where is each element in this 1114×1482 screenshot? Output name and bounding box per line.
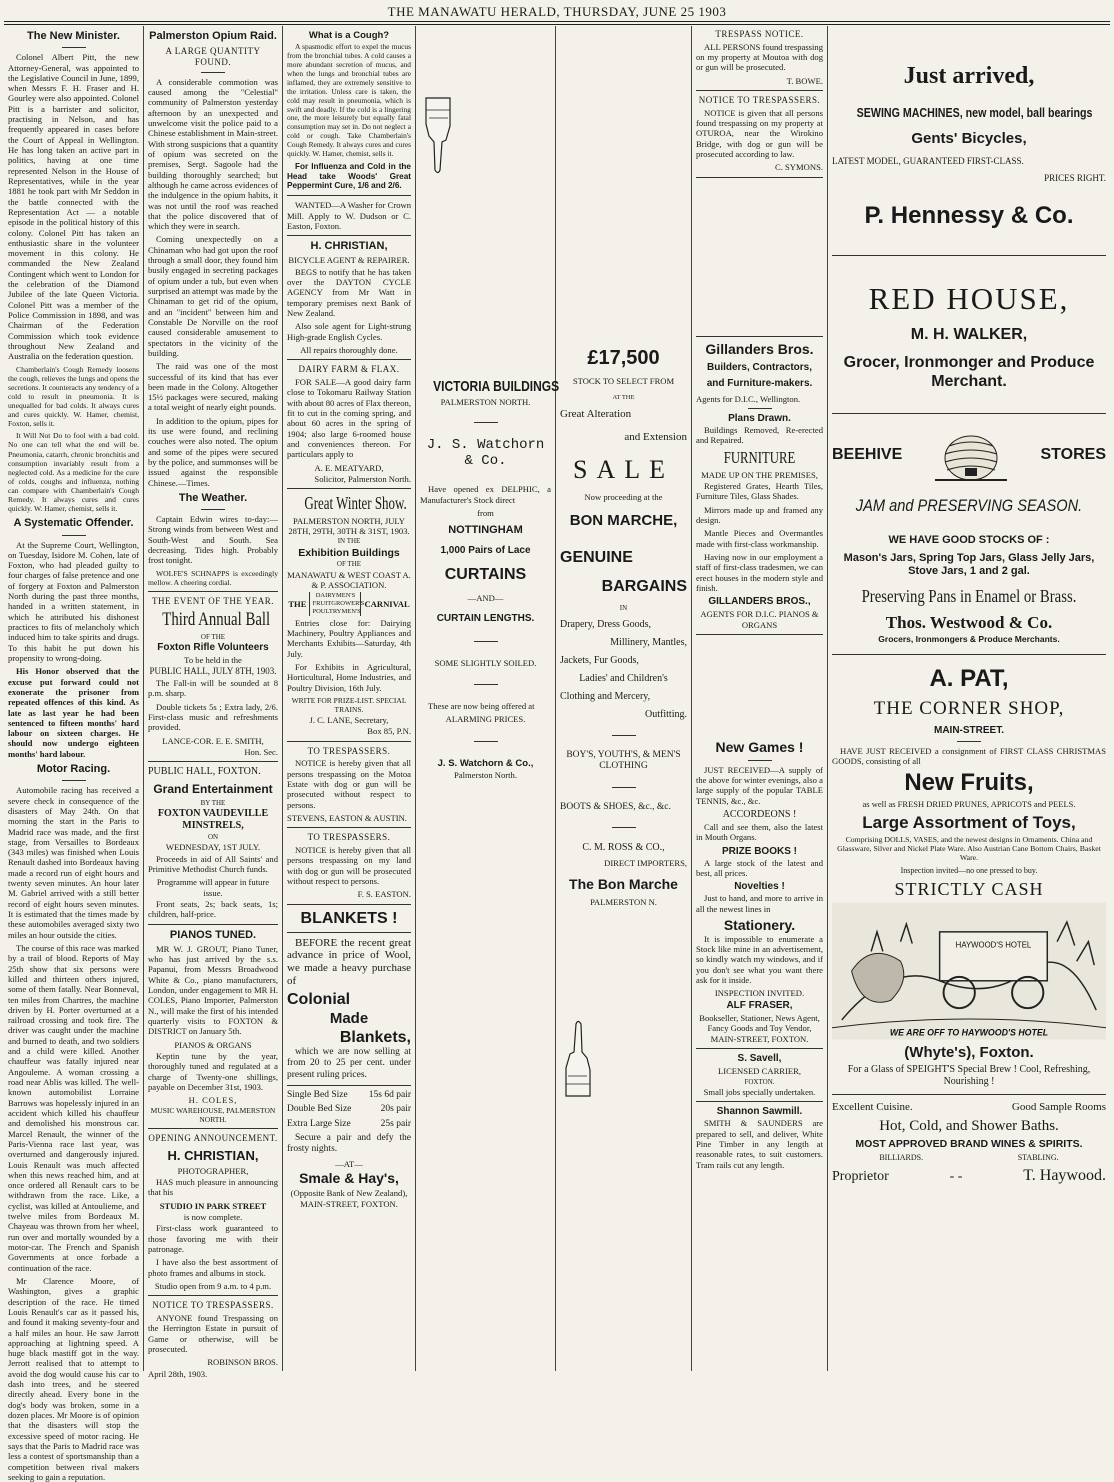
article-body: Automobile racing has received a severe check in consequence of the disasters of May 24th. On that morning the start in the Paris to Madrid race was made, and the first stage, from Versailles to Bordeaux (343 miles) was finished when Louis Renault dashed into Bordeaux having made a record run of eight hours and twenty seven minutes. An hour later M. Gabriel arrived with a still better record of eight hours seven minutes. It is estimated that the times made by these automobiles averaged sixty two miles an hour outside the cities. xyxy=(8,785,139,940)
hennessy-sign: P. Hennessy & Co. xyxy=(864,201,1074,229)
proprietor-label: Proprietor xyxy=(832,1169,889,1185)
sale-headline: SALE xyxy=(573,455,674,485)
curtains-title: CURTAINS xyxy=(444,566,527,584)
bon-marche-headline: BON MARCHE, xyxy=(569,511,678,529)
masthead-rule-2 xyxy=(4,24,1110,25)
column-5: £17,500 STOCK TO SELECT FROM AT THE Great Alteration and Extension SALE Now proceeding at the BON MARCHE, GENUINE BARGAINS IN Drapery, Dress Goods, Millinery, Mantles, Jackets, Fur Goods, Ladies' and Children's Clothing and Mercery, Outfitting. BOY'S, YOUTH'S, & MEN'S CLOTHING BOOTS & SHOES, &c., &c. C. M. ROSS & CO., DIRECT IMPORTERS, The Bon Marche PALMERSTON N. xyxy=(556,26,691,1371)
remedy-paragraph: Chamberlain's Cough Remedy loosens the cough, relieves the lungs and opens the secretions. It counteracts any tendency of a cold to result in pneumonia. It is unequalled for bad colds. It always cures and cures quickly. W. Hamer, chemist, Foxton, sells it. xyxy=(8,364,139,429)
article-body: The course of this race was marked by a trail of blood. Reports of May 25th show that six persons were killed and thirteen others injured, some of them fatally. Near Bonneval, ten miles from Chartres, the machine driven by H. Porter overturned at a railroad crossing and took fire. The driver was caught under the machine and burned to death, and two soldiers and a child were killed. Another chauffeur was fatally injured near Angouleme. A woman crossing a road near Ablis was killed. The well-known automobilist Lorraine Barrows was hopelessly injured in an accident which killed his chauffeur and demolished his monstrous car. Marcel Renault, the winner of the Paris-Vienna race last year, was overturned and dangerously injured. Louis Renault was much affected when this news reached him, and at once ordered all Renault cars to be withdrawn from the race. Like, a cyclist, was killed at Antoulieme, and twelve miles from Bordeaux M. Chayeau was thrown from her wheel, run over and mortally wounded by a motor-car. The French and Spanish Governments at once forbade a continuation of the race. xyxy=(8,942,139,1273)
bicycle-agent-name: H. CHRISTIAN, xyxy=(310,240,388,253)
masthead: THE MANAWATU HERALD, THURSDAY, JUNE 25 1903 xyxy=(387,4,727,19)
column-3: What is a Cough? A spasmodic effort to expel the mucus from the bronchial tubes. A cold causes a more abundant secretion of mucus, and when the lungs and bronchial tubes are inflamed, they are extremely sensitive to the irritation. Unless care is taken, the cold may result in pneumonia, which is swift and deadly. If the cold is a lingering one, the more leisurely but equally fatal consumption may set in. Do not neglect a cold or cough. Take Chamberlain's Cough Remedy. It always cures and cures quickly. W. Hamer, chemist, sells it. For Influenza and Cold in the Head take Woods' Great Peppermint Cure, 1/6 and 2/6. WANTED—A Washer for Crown Mill. Apply to W. Dudson or C. Easton, Foxton. H. CHRISTIAN, BICYCLE AGENT & REPAIRER. BEGS to notify that he has taken over the DAYTON CYCLE AGENCY from Mr Watt in temporary premises next Bank of New Zealand. Also sole agent for Light-strung High-grade English Cycles. All repairs thoroughly done. DAIRY FARM & FLAX. FOR SALE—A good dairy farm close to Tokomaru Railway Station with about 80 acres of Flax thereon, fit to cut in the coming spring, and about 60 acres in the spring of 1904; also large 6-roomed house and conveniences thereon. For particulars apply to A. E. MEATYARD, Solicitor, Palmerston North. Great Winter Show. PALMERSTON NORTH, JULY 28TH, 29TH, 30TH & 31ST, 1903. IN THE Exhibition Buildings OF THE MANAWATU & WEST COAST A. & P. ASSOCIATION. THE DAIRYMEN'S FRUITGROWER'S POULTRYMEN'S CARNIVAL Entries close for: Dairying Machinery, Poultry Appliances and Merchants Exhibits—Saturday, 4th July. For Exhibits in Agricultural, Horticultural, Home Industries, and Poultry Division, 16th July. WRITE FOR PRIZE-LIST. SPECIAL TRAINS. J. C. LANE, Secretary, Box 85, P.N. TO TRESPASSERS. NOTICE is hereby given that all persons trespassing on the Motoa Estate with dog or gun will be prosecuted without respect to persons. STEVENS, EASTON & AUSTIN. TO TRESPASSERS. NOTICE is hereby given that all persons trespassing on my land with dog or gun will be prosecuted without respect to persons. F. S. EASTON. BLANKETS ! BEFORE the recent great advance in price of Wool, we made a heavy purchase of Colonial Made Blankets, which we are now selling at from 20 to 25 per cent. under present ruling prices. Single Bed Size 15s 6d pair Double Bed Size 20s pair Extra Large Size 25s pair Secure a pair and defy the frosty nights. —AT— Smale & Hay's, (Opposite Bank of New Zealand), MAIN-STREET, FOXTON. xyxy=(287,30,411,1210)
just-arrived: Just arrived, xyxy=(903,63,1035,89)
pointing-hand-icon xyxy=(560,1018,596,1098)
column-7: Just arrived, SEWING MACHINES, new model, ball bearings Gents' Bicycles, LATEST MODEL, GUARANTEED FIRST-CLASS. PRICES RIGHT. P. Hennessy & Co. RED HOUSE, M. H. WALKER, Grocer, Ironmonger and Produce Merchant. BEEHIVE STORES JAM and PRESERVING SEASON. WE HAVE GOOD STOCKS OF : Mason's Jars, Spring Top Jars, Glass Jelly Jars, Stove Jars, 1 and 2 gal. Preserving Pans in Enamel or Brass. Thos. Westwood & Co. Grocers, Ironmongers & Produce Merchants. A. PAT, THE CORNER SHOP, MAIN-STREET. HAVE JUST RECEIVED a consignment of FIRST CLASS CHRISTMAS GOODS, consisting of all New Fruits, as well as FRESH DRIED PRUNES, APRICOTS and PEELS. Large Assortment of Toys, Comprising DOLLS, VASES, and the newest designs in Ornaments. China and Glassware, Silver and Nickel Plate Ware. Also Austrian Cane Bottom Chairs, Basket Ware. Inspection invited—no one pressed to buy. STRICTLY CASH HAYWOOD'S HOTEL WE ARE OFF TO HAYWOOD'S HOTEL (Whyte's), Foxton. For a Glass of SPEIGHT'S Special Brew ! Cool, Refreshing, Nourishing ! Excellent Cuisine. Good Sample Rooms Hot, Cold, and Shower Baths. MOST APPROVED BRAND WINES & SPIRITS. BILLIARDS. STABLING. Proprietor - - T. Haywood. xyxy=(832,63,1106,1185)
westwood-sign: Thos. Westwood & Co. xyxy=(885,613,1053,633)
remedy-paragraph: It Will Not Do to fool with a bad cold. No one can tell what the end will be. Pneumonia, catarrh, chronic bronchitis and consumption invariably result from a neglected cold. As a medicine for the cure of colds, coughs and influenza, nothing can compare with Chamberlain's Cough Remedy. It always cures and cures quickly. W. Hamer, chemist, sells it. xyxy=(8,431,139,514)
red-house-sign: RED HOUSE, xyxy=(868,280,1070,316)
furniture-title: FURNITURE xyxy=(723,448,796,468)
masthead-rule xyxy=(4,21,1110,22)
pianos-title: PIANOS TUNED. xyxy=(169,928,257,941)
column-4: VICTORIA BUILDINGS PALMERSTON NORTH. J. S. Watchorn & Co. Have opened ex DELPHIC, a Manufacturer's Stock direct from NOTTINGHAM 1,000 Pairs of Lace CURTAINS —AND— CURTAIN LENGTHS. SOME SLIGHTLY SOILED. These are now being offered at ALARMING PRICES. J. S. Watchorn & Co., Palmerston North. xyxy=(416,26,555,1371)
strictly-cash: STRICTLY CASH xyxy=(894,879,1044,900)
article-title-opium: Palmerston Opium Raid. xyxy=(149,30,277,42)
article-body: Colonel Albert Pitt, the new Attorney-General, was appointed to the Legislative Council in June, 1899, when Messrs F. H. Fraser and H. Gourley were also appointed. Colonel Pitt is a barrister and solicitor, practising in Nelson, and has frequently appeared in cases before the Court of Appeal in Wellington. He has long taken an active part in politics, having at one time represented Nelson in the House of Representatives, while in the year 1881 he took part with Mr Seddon in the battle connected with the Representation Act — a notable episode in the political history of this colony. Colonel Pitt has taken an enthusiastic share in the volunteer movement in this colony. He commanded the New Zealand Contingent which went to London for the celebration of the Diamond Jubilee of the late Queen Victoria. Colonel Pitt was a member of the Police Commission in 1898, and was Chairman of the Federation Commission which took evidence throughout New Zealand and Australia on the federation question. xyxy=(8,52,139,362)
watchorn-name: J. S. Watchorn & Co. xyxy=(426,436,545,470)
column-2: Palmerston Opium Raid. A LARGE QUANTITY FOUND. A considerable commotion was caused among the "Celestial" community of Palmerston yesterday afternoon by an unexpected and unwelcome visit the police paid to a Chinese establishment in Main-street. With strong suspicions that a quantity of opium was secreted on the premises, Sergt. Sagoole had the building thoroughly searched; but although he came across evidences of the indulgence in the opium habits, it was not until the roof was reached that the police discovered that of which they were in search. Coming unexpectedly on a Chinaman who had got upon the roof through a small door, they found him busily engaged in secreting packages of opium under a tub, but even when surprised an attempt was made by the Chinaman to get rid of the opium, and an "incident" between him and Constable De Norville on the roof caused considerable amusement to spectators in the vicinity of the building. The raid was one of the most successful of its kind that has ever been made in the Colony. Altogether 15½ packages were secured, making a total weight of nearly eight pounds. In addition to the opium, pipes for its use were found, and reclining couches were also noted. The opium and some of the pipes were secured by the police, and summonses will be issued against the responsible Chinese.—Times. The Weather. Captain Edwin wires to-day:—Strong winds from between West and South-West and South. Sea decreasing. Tides high. Probably frost tonight. WOLFE'S SCHNAPPS is exceedingly mellow. A cheering cordial. THE EVENT OF THE YEAR. Third Annual Ball OF THE Foxton Rifle Volunteers To be held in the PUBLIC HALL, JULY 8TH, 1903. The Fall-in will be sounded at 8 p.m. sharp. Double tickets 5s ; Extra lady, 2/6. First-class music and refreshments provided. LANCE-COR. E. E. SMITH, Hon. Sec. PUBLIC HALL, FOXTON. Grand Entertainment BY THE FOXTON VAUDEVILLE MINSTRELS, ON WEDNESDAY, 1ST JULY. Proceeds in aid of All Saints' and Primitive Methodist Church funds. Programme will appear in future issue. Front seats, 2s; back seats, 1s; children, half-price. PIANOS TUNED. MR W. J. GROUT, Piano Tuner, who has just arrived by the s.s. Papanui, from Messrs Broadwood White & Co., piano manufacturers, London, under engagement to MR H. COLES, Piano Importer, Palmerston N., will make the first of his intended quarterly visits to FOXTON & DISTRICT on January 5th. PIANOS & ORGANS Keptin tune by the year, thoroughly tuned and regulated at a charge of Twenty-one shillings, payable on December 31st, 1903. H. COLES, MUSIC WAREHOUSE, PALMERSTON NORTH. OPENING ANNOUNCEMENT. H. CHRISTIAN, PHOTOGRAPHER, HAS much pleasure in announcing that his STUDIO IN PARK STREET is now complete. First-class work guaranteed to those favoring me with their patronage. I have also the best assortment of photo frames and albums in stock. Studio open from 9 a.m. to 4 p.m. NOTICE TO TRESPASSERS. ANYONE found Trespassing on the Herrington Estate in pursuit of Game or otherwise, will be prosecuted. ROBINSON BROS. April 28th, 1903. xyxy=(148,30,278,1379)
victoria-buildings: VICTORIA BUILDINGS xyxy=(433,378,560,396)
a-pat-sign: A. PAT, xyxy=(929,665,1009,693)
smale-hays: Smale & Hay's, xyxy=(299,1170,399,1187)
column-6: TRESPASS NOTICE. ALL PERSONS found trespassing on my property at Moutoa with dog or gun will be prosecuted. T. BOWE. NOTICE TO TRESPASSERS. NOTICE is given that all persons found trespassing on my property at OTUROA, near the Wirokino Bridge, with dog or gun will be prosecuted according to law. C. SYMONS. Gillanders Bros. Builders, Contractors, and Furniture-makers. Agents for D.I.C., Wellington. Plans Drawn. Buildings Removed, Re-erected and Repaired. FURNITURE MADE UP ON THE PREMISES, Registered Grates, Hearth Tiles, Furniture Tiles, Glass Shades. Mirrors made up and framed any design. Mantle Pieces and Overmantles made with first-class workmanship. Having now in our employment a staff of first-class tradesmen, we can erect houses in the modern style and finish. GILLANDERS BROS., AGENTS FOR D.I.C. PIANOS & ORGANS New Games ! JUST RECEIVED—A supply of the above for winter evenings, also a large supply of the popular TABLE TENNIS, &c., &c. ACCORDEONS ! Call and see them, also the latest in Mouth Organs. PRIZE BOOKS ! A large stock of the latest and best, all prices. Novelties ! Just to hand, and more to arrive in all the newest lines in Stationery. It is impossible to enumerate a Stock like mine in an advertisement, so kindly watch my windows, and if you don't see what you want there ask for it inside. INSPECTION INVITED. ALF FRASER, Bookseller, Stationer, News Agent, Fancy Goods and Toy Vendor, MAIN-STREET, FOXTON. S. Savell, LICENSED CARRIER, FOXTON. Small jobs specially undertaken. Shannon Sawmill. SMITH & SAUNDERS are prepared to sell, and deliver, White Pine Timber in any length at reasonable rates, to suit customers. Tram rails cut any length. xyxy=(696,29,823,1170)
stationery-title: Stationery. xyxy=(723,916,796,933)
new-games-title: New Games ! xyxy=(715,738,804,755)
beehive-icon xyxy=(931,422,1011,488)
entertainment-title: Grand Entertainment xyxy=(153,782,273,797)
photographer-name: H. CHRISTIAN, xyxy=(167,1148,259,1164)
cough-title: What is a Cough? xyxy=(308,30,390,41)
sawmill-title: Shannon Sawmill. xyxy=(716,1106,803,1118)
ball-title: Third Annual Ball xyxy=(162,608,271,630)
proprietor-name: T. Haywood. xyxy=(1023,1167,1106,1185)
article-body: Mr Clarence Moore, of Washington, gives a graphic description of the race. He timed Louis Renault's car as it passed his, and found it making seventy-four and a half miles an hour. He saw Jarrott approaching at lightning speed. A huge black mastiff got in the way. Jerrott realised that to attempt to avoid the dog would cause his car to dash into trees, and he steered directly ahead. Every bone in the dog's body was broken, some in a dozen places. Mr Moore is of opinion that the disasters will stop the excessive speed of motor racing. He says that the Paris to Madrid race was less a contest of sportsmanship than a competition between rival makers seeking to gain a reputation. xyxy=(8,1275,139,1482)
article-title-motor: Motor Racing. xyxy=(36,763,111,776)
blankets-title: BLANKETS ! xyxy=(300,909,398,927)
article-body: At the Supreme Court, Wellington, on Tuesday, Isidore M. Cohen, late of Foxton, who had pleaded guilty to four charges of false pretence and one of forgery at Foxton and Palmerston North during the past three months, handed in a written statement, in which he attributed his dishonest practices to fits of melancholy which induced him to take spirits and drugs. To this habit he put down his propensity to wrong-doing. xyxy=(8,539,139,663)
pointing-hand-icon xyxy=(420,96,456,176)
new-fruits-headline: New Fruits, xyxy=(904,769,1034,797)
article-title-weather: The Weather. xyxy=(178,491,248,504)
article-title-offender: A Systematic Offender. xyxy=(13,517,134,530)
coach-sign-text: HAYWOOD'S HOTEL xyxy=(955,940,1032,950)
article-title-minister: The New Minister. xyxy=(27,30,120,42)
column-1 xyxy=(4,26,143,1482)
show-title: Great Winter Show. xyxy=(304,493,407,514)
amount-headline: £17,500 xyxy=(587,347,660,369)
whytes-foxton: (Whyte's), Foxton. xyxy=(904,1043,1034,1061)
article-body: His Honor observed that the excuse put forward could not exonerate the prisoner from repeated offences of this kind. As late as last year he had been sentenced to fifteen months' hard labour on sixteen charges. He should now undergo eighteen months' hard labour. xyxy=(8,666,139,759)
bon-marche-sign: The Bon Marche xyxy=(569,876,678,893)
coach-illustration xyxy=(832,901,1106,1041)
gillanders-title: Gillanders Bros. xyxy=(705,340,814,357)
coach-banner-text: WE ARE OFF TO HAYWOOD'S HOTEL xyxy=(889,1027,1049,1038)
